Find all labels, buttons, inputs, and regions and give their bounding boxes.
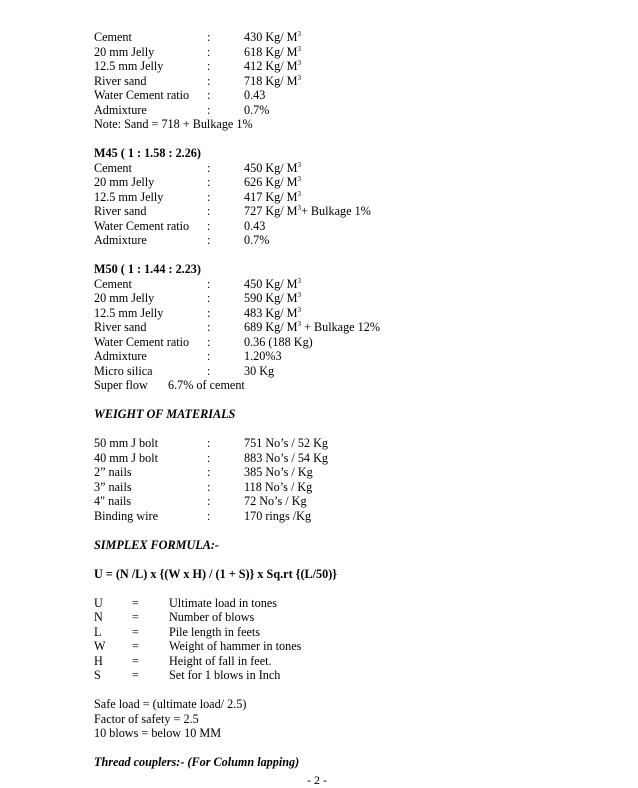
symbol: U [94, 595, 103, 610]
mix-row [94, 335, 614, 350]
weight-row [94, 480, 614, 495]
mix-row [94, 74, 614, 89]
colon: : [207, 276, 211, 291]
factor-of-safety: Factor of safety = 2.5 [94, 711, 199, 726]
m50-heading: M50 ( 1 : 1.44 : 2.23) [94, 262, 201, 276]
weight-item: Binding wire [94, 508, 158, 523]
weight-value: 883 No’s / 54 Kg [244, 450, 328, 465]
colon: : [207, 465, 211, 479]
symbol-description: Weight of hammer in tones [169, 639, 302, 653]
material-value: 727 Kg/ $M^3+$ Bulkage 1% [244, 203, 371, 218]
mix-row [94, 30, 614, 45]
material-name: River sand [94, 320, 147, 334]
symbol-row [94, 668, 614, 683]
weight-item: 4" nails [94, 494, 132, 508]
material-value: 618 Kg/ $M^3$ [244, 44, 301, 59]
mix-row [94, 277, 614, 292]
equals: = [132, 595, 139, 610]
weight-row [94, 451, 614, 466]
mix-row [94, 161, 614, 176]
material-name: Water Cement ratio [94, 334, 190, 349]
colon: : [207, 494, 211, 508]
colon: : [207, 102, 211, 117]
weight-item: 40 mm J bolt [94, 450, 158, 465]
material-name: Admixture [94, 349, 147, 363]
symbol-row [94, 654, 614, 669]
mix-row [94, 45, 614, 60]
m45-heading: M45 ( 1 : 1.58 : 2.26) [94, 146, 201, 160]
material-name: River sand [94, 73, 147, 88]
material-value: 718 Kg/ $M^3$ [244, 73, 301, 88]
colon: : [207, 175, 211, 189]
colon: : [207, 218, 211, 233]
block1-note: Note: Sand = 718 + Bulkage 1% [94, 117, 253, 131]
material-name: Water Cement ratio [94, 218, 190, 233]
symbol-description: Ultimate load in tones [169, 595, 277, 610]
equals: = [132, 610, 139, 624]
material-name: Cement [94, 160, 132, 175]
weights-list [94, 436, 614, 523]
material-value: 689 Kg/ $M^3$ + Bulkage 12% [244, 319, 380, 334]
colon: : [207, 334, 211, 349]
colon: : [207, 349, 211, 363]
material-value: 430 Kg/ $M^3$ [244, 29, 301, 44]
mix-row [94, 320, 614, 335]
material-name: Water Cement ratio [94, 88, 190, 102]
material-name: Admixture [94, 233, 147, 247]
symbol: L [94, 624, 102, 639]
mix-row [94, 291, 614, 306]
material-value: 0.43 [244, 218, 266, 233]
material-value: 0.43 [244, 88, 266, 102]
material-name: 20 mm Jelly [94, 175, 155, 189]
equals: = [132, 653, 139, 668]
mix-row [94, 88, 614, 103]
colon: : [207, 30, 211, 44]
material-name: Cement [94, 276, 132, 291]
material-value: 626 Kg/ $M^3$ [244, 174, 301, 189]
equals: = [132, 624, 139, 639]
material-name: River sand [94, 204, 147, 218]
symbol-description: Pile length in feets [169, 624, 261, 639]
material-value: 0.7% [244, 102, 270, 117]
blows-note: 10 blows = below 10 MM [94, 726, 222, 740]
material-name: 12.5 mm Jelly [94, 305, 164, 320]
colon: : [207, 291, 211, 305]
mix-row [94, 233, 614, 248]
weight-value: 118 No’s / Kg [244, 479, 313, 494]
colon: : [207, 44, 211, 59]
colon: : [207, 160, 211, 175]
symbol-description: Number of blows [169, 610, 255, 624]
symbol-row [94, 625, 614, 640]
material-value: 450 Kg/ $M^3$ [244, 160, 301, 175]
mix-block-1 [94, 30, 614, 117]
superflow-row: Super flow 6.7% of cement [94, 378, 245, 392]
symbol-row [94, 610, 614, 625]
weight-row [94, 465, 614, 480]
weight-item: 2” nails [94, 465, 132, 479]
weight-row [94, 509, 614, 524]
colon: : [207, 73, 211, 88]
material-value: 483 Kg/ $M^3$ [244, 305, 301, 320]
symbol: H [94, 653, 103, 668]
thread-couplers-heading: Thread couplers:- (For Column lapping) [94, 755, 300, 769]
symbol: N [94, 610, 103, 624]
symbol-row [94, 639, 614, 654]
simplex-heading: SIMPLEX FORMULA:- [94, 537, 219, 552]
colon: : [207, 479, 211, 494]
colon: : [207, 305, 211, 320]
mix-row [94, 59, 614, 74]
weight-value: 72 No’s / Kg [244, 494, 307, 508]
colon: : [207, 59, 211, 73]
material-value: 417 Kg/ $M^3$ [244, 189, 301, 204]
material-name: 12.5 mm Jelly [94, 189, 164, 204]
symbol-row [94, 596, 614, 611]
mix-row [94, 204, 614, 219]
mix-block-m45 [94, 161, 614, 248]
material-value: 30 Kg [244, 363, 275, 378]
material-value: 412 Kg/ $M^3$ [244, 58, 301, 73]
material-value: 0.7% [244, 233, 270, 247]
material-name: 20 mm Jelly [94, 291, 155, 305]
symbol-description: Height of fall in feet. [169, 653, 272, 668]
mix-row [94, 306, 614, 321]
symbol: S [94, 668, 101, 682]
equals: = [132, 639, 139, 653]
material-value: 590 Kg/ $M^3$ [244, 290, 301, 305]
equals: = [132, 668, 139, 682]
colon: : [207, 189, 211, 204]
colon: : [207, 320, 211, 334]
symbol: W [94, 639, 106, 653]
material-value: 1.20%3 [244, 349, 282, 363]
colon: : [207, 436, 211, 450]
mix-row [94, 219, 614, 234]
mix-row [94, 364, 614, 379]
safe-load: Safe load = (ultimate load/ 2.5) [94, 697, 247, 711]
weight-value: 385 No’s / Kg [244, 465, 313, 479]
colon: : [207, 233, 211, 247]
simplex-formula: U = (N /L) x {(W x H) / (1 + S)} x Sq.rt {(L/50)} [94, 566, 338, 581]
weight-heading: WEIGHT OF MATERIALS [94, 407, 236, 421]
material-name: 20 mm Jelly [94, 44, 155, 59]
material-name: Micro silica [94, 363, 153, 378]
mix-row [94, 103, 614, 118]
mix-row [94, 175, 614, 190]
material-name: 12.5 mm Jelly [94, 59, 164, 73]
colon: : [207, 363, 211, 378]
symbol-description: Set for 1 blows in Inch [169, 668, 281, 682]
weight-value: 751 No’s / 52 Kg [244, 436, 328, 450]
weight-item: 50 mm J bolt [94, 436, 158, 450]
weight-row [94, 436, 614, 451]
material-value: 0.36 (188 Kg) [244, 334, 313, 349]
material-value: 450 Kg/ $M^3$ [244, 276, 301, 291]
weight-value: 170 rings /Kg [244, 508, 312, 523]
material-name: Admixture [94, 102, 147, 117]
weight-item: 3” nails [94, 479, 132, 494]
colon: : [207, 508, 211, 523]
symbols-list [94, 596, 614, 683]
colon: : [207, 88, 211, 102]
colon: : [207, 204, 211, 218]
mix-block-m50 [94, 277, 614, 379]
document-page [94, 30, 614, 770]
colon: : [207, 450, 211, 465]
mix-row [94, 190, 614, 205]
page-number: - 2 - [307, 773, 327, 787]
material-name: Cement [94, 30, 132, 44]
weight-row [94, 494, 614, 509]
mix-row [94, 349, 614, 364]
